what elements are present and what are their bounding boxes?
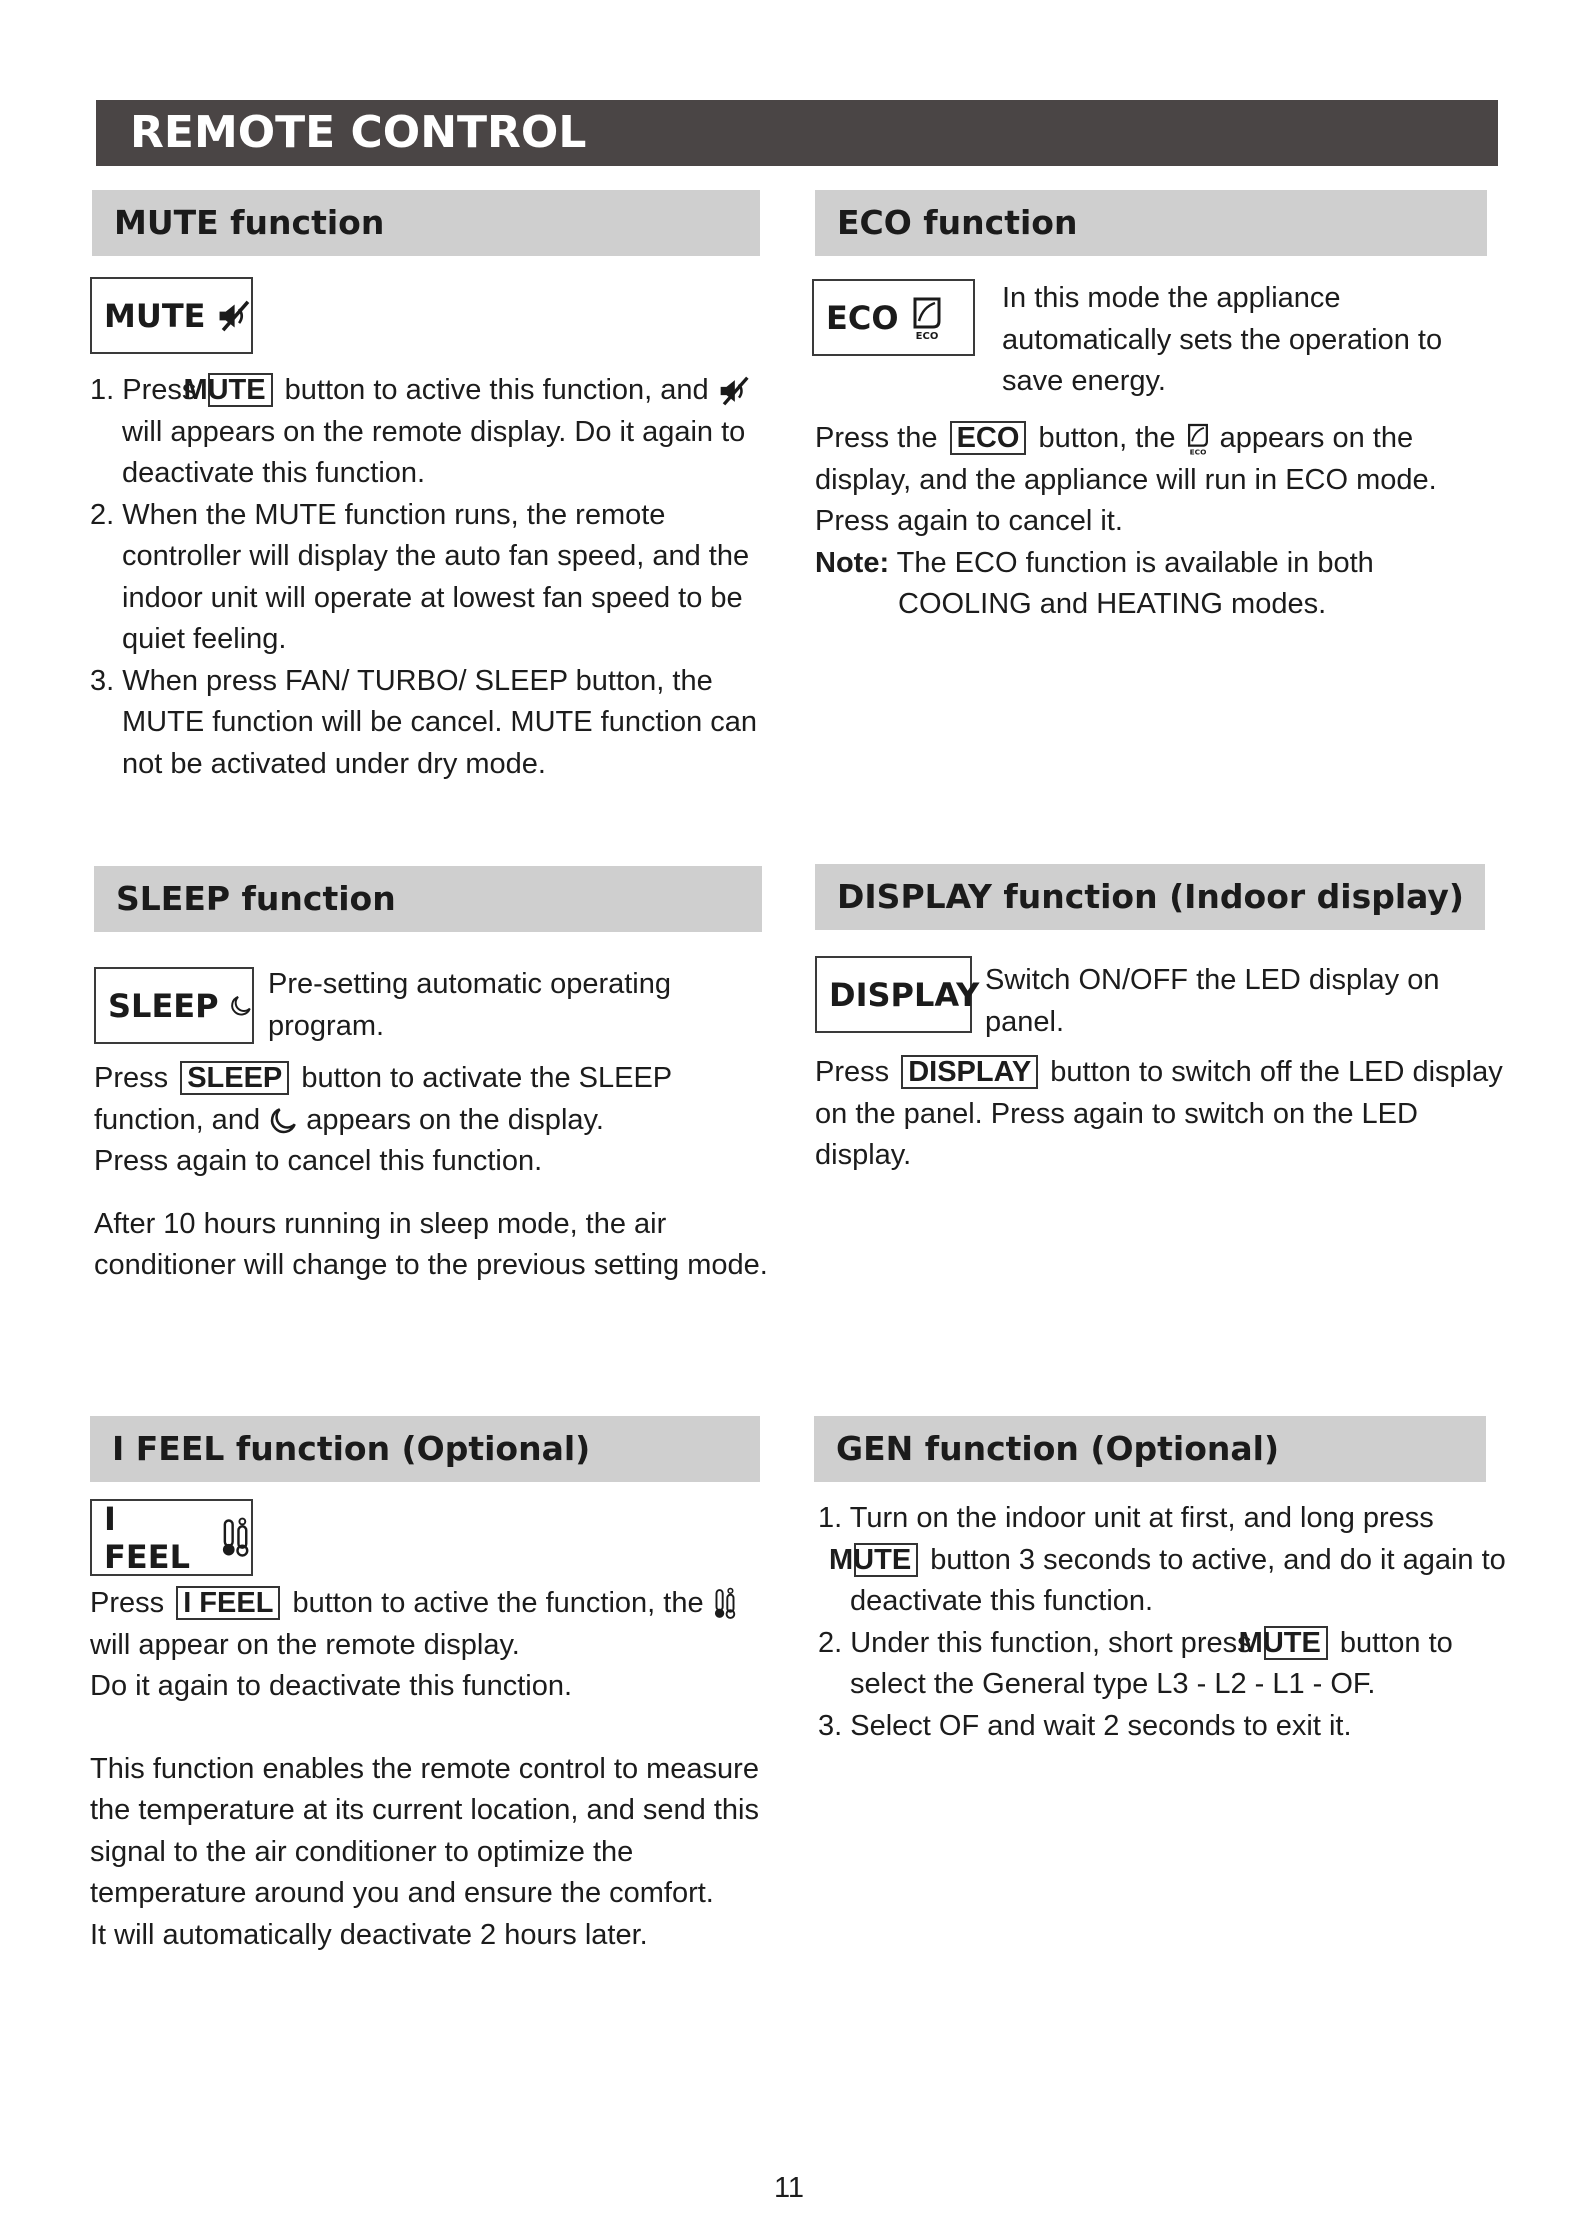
- mute-speaker-icon: [216, 298, 251, 334]
- sleep-key-box: [94, 967, 254, 1044]
- display-instructions: [815, 1052, 1505, 1177]
- thermometer-icon: [712, 1587, 738, 1621]
- ifeel-section-title: I FEEL function (Optional): [90, 1416, 760, 1482]
- sleep-intro: Pre-setting automatic operating program.: [268, 968, 671, 1042]
- mute-item-3: 3. When press FAN/ TURBO/ SLEEP button, the MUTE function will be cancel. MUTE function can not be activated under dry mode.: [90, 664, 758, 780]
- eco-inline-key: ECO: [950, 421, 1027, 455]
- mute-inline-key: MUTE: [208, 373, 272, 407]
- svg-text:ECO: ECO: [1189, 447, 1206, 457]
- eco-instructions: [815, 418, 1500, 626]
- eco-key-box: [812, 279, 975, 356]
- sleep-instructions: [94, 1058, 774, 1287]
- gen-inline-key: MUTE: [1264, 1626, 1328, 1660]
- sleep-cancel-text: Press again to cancel this function.: [94, 1145, 543, 1177]
- mute-instructions: [90, 370, 770, 785]
- mute-speaker-icon: [717, 376, 751, 406]
- gen-item-3: 3. Select OF and wait 2 seconds to exit it.: [818, 1709, 1352, 1742]
- eco-intro: In this mode the appliance automatically sets the operation to save energy.: [1002, 282, 1443, 397]
- eco-paragraph: Press the ECO button, the ECO appears on the display, and the appliance will run in ECO mode. Press again to cancel it.: [815, 422, 1437, 537]
- mute-key-label: MUTE: [104, 296, 206, 335]
- gen-item-2: 2. Under this function, short press MUTE button to select the General type L3 - L2 - L1 - OF.: [818, 1626, 1453, 1700]
- eco-note-continued: COOLING and HEATING modes.: [898, 588, 1327, 620]
- thermometer-icon: [220, 1516, 251, 1560]
- display-key-label: DISPLAY: [829, 975, 980, 1014]
- gen-item-1: 1. Turn on the indoor unit at first, and long press MUTE button 3 seconds to active, and do it again to deactivate this function.: [818, 1502, 1506, 1617]
- sleep-note: After 10 hours running in sleep mode, the air conditioner will change to the previous setting mode.: [94, 1207, 768, 1281]
- mute-item-2: 2. When the MUTE function runs, the remote controller will display the auto fan speed, and the indoor unit will operate at lowest fan speed to be quiet feeling.: [90, 498, 750, 655]
- mute-item-1: 1. Press MUTE button to active this function, and will appears on the remote display. Do it again to deactivate this function.: [90, 370, 770, 495]
- mute-key-box: [90, 277, 253, 354]
- sleep-inline-key: SLEEP: [180, 1061, 289, 1095]
- display-inline-key: DISPLAY: [901, 1055, 1038, 1089]
- display-section-title: DISPLAY function (Indoor display): [815, 864, 1485, 930]
- sleep-section-title: SLEEP function: [94, 866, 762, 932]
- page-number: 11: [773, 2172, 805, 2204]
- eco-note: Note: The ECO function is available in both: [815, 546, 1374, 579]
- gen-section-title: GEN function (Optional): [814, 1416, 1486, 1482]
- moon-icon: [229, 988, 252, 1024]
- ifeel-key-label: I FEEL: [104, 1499, 190, 1576]
- eco-leaf-icon: [909, 295, 945, 341]
- ifeel-cancel-text: Do it again to deactivate this function.: [90, 1670, 573, 1702]
- ifeel-paragraph: Press I FEEL button to active the function, the will appear on the remote display.: [90, 1583, 780, 1666]
- sleep-paragraph: Press SLEEP button to activate the SLEEP function, and appears on the display.: [94, 1062, 672, 1136]
- ifeel-inline-key: I FEEL: [176, 1586, 280, 1620]
- display-intro: Switch ON/OFF the LED display on panel.: [985, 964, 1440, 1038]
- display-key-box: [815, 956, 980, 1033]
- ifeel-key-box: [90, 1499, 253, 1576]
- svg-text:ECO: ECO: [915, 330, 938, 341]
- gen-inline-key: MUTE: [854, 1543, 918, 1577]
- ifeel-auto-off: It will automatically deactivate 2 hours later.: [90, 1918, 648, 1951]
- eco-leaf-icon: [1184, 422, 1212, 456]
- eco-section-title: ECO function: [815, 190, 1487, 256]
- mute-section-title: MUTE function: [92, 190, 760, 256]
- display-paragraph: Press DISPLAY button to switch off the LED display on the panel. Press again to switch on the LED display.: [815, 1056, 1503, 1171]
- moon-icon: [268, 1106, 298, 1136]
- eco-key-label: ECO: [826, 298, 899, 337]
- ifeel-instructions: [90, 1583, 780, 1956]
- gen-instructions: [818, 1498, 1508, 1747]
- ifeel-description: This function enables the remote control to measure the temperature at its current location, and send this signal to the air conditioner to optimize the temperature around you and ensure the comfort.: [90, 1752, 759, 1909]
- page-header: REMOTE CONTROL: [96, 100, 1498, 166]
- sleep-key-label: SLEEP: [108, 986, 219, 1025]
